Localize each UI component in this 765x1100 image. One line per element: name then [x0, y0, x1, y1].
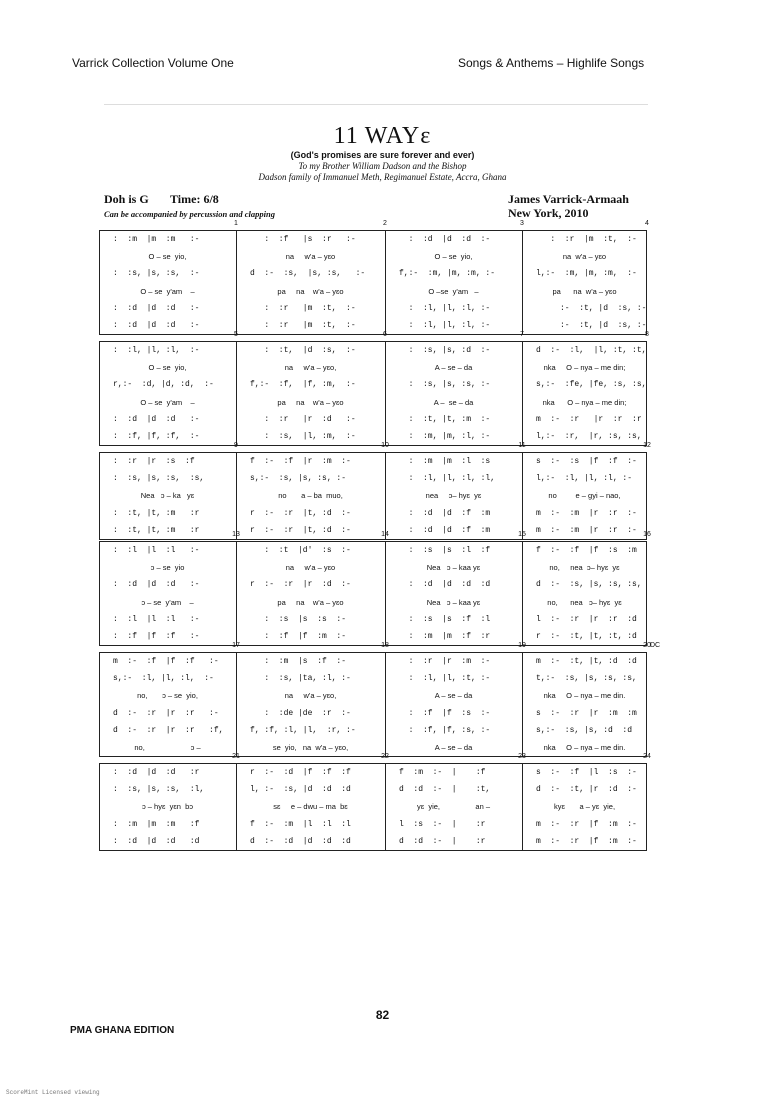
solfa-cell: : :d |d :f :m: [399, 508, 491, 518]
solfa-cell: : :l, |l, :l, :-: [113, 346, 200, 355]
solfa-cell: l, :- :s, |d :d :d: [250, 785, 351, 795]
solfa-cell: f :- :f |f :s :m: [536, 546, 637, 555]
solfa-cell: : :s |s :f :l: [399, 614, 491, 624]
lyric-cell: A – se – da: [434, 691, 473, 701]
voice-row: [99, 542, 647, 559]
solfa-cell: m :- :m |r :r :-: [536, 508, 637, 518]
solfa-cell: : :f, |f, :f, :-: [113, 431, 200, 441]
barline: [385, 542, 386, 645]
barline: [646, 653, 647, 756]
voice-row: [99, 265, 647, 282]
measure-number: 22: [381, 753, 389, 760]
barline: [236, 342, 237, 445]
voice-row: [99, 764, 647, 781]
solfa-cell: d :- :s, |s, :s, :s,: [536, 580, 642, 590]
measure-number: 20: [643, 642, 651, 649]
solfa-cell: : :f |f :m :-: [250, 631, 347, 641]
measure-number: 12: [643, 442, 651, 449]
solfa-cell: : :t, |t, :m :r: [113, 525, 200, 535]
solfa-cell: f,:- :m, |m, :m, :-: [399, 269, 496, 279]
barline: [646, 764, 647, 850]
solfa-cell: : :r |r :d :-: [250, 414, 356, 424]
solfa-cell: : :r |r :s :f: [113, 457, 195, 466]
barline: [99, 453, 100, 539]
dedication-line-2: Dadson family of Immanuel Meth, Regimanuel Estate, Accra, Ghana: [258, 172, 507, 182]
measure-number: 9: [234, 442, 238, 449]
solfa-cell: : :d |d :d :-: [113, 580, 200, 590]
measure-numbers: [99, 642, 661, 652]
measure-number: 10: [381, 442, 389, 449]
solfa-cell: : :m |m :l :s: [399, 457, 491, 466]
barline: [99, 542, 100, 645]
measure-number: 17: [232, 642, 240, 649]
measure-number: 4: [645, 220, 649, 227]
measure-number: 7: [520, 331, 524, 338]
voice-row: [99, 505, 647, 522]
lyric-cell: A – se – da: [434, 363, 473, 373]
barline: [646, 453, 647, 539]
staff-grid: [99, 230, 647, 335]
solfa-cell: : :l, |l, :l, :-: [399, 320, 491, 330]
measure-number: 15: [518, 531, 526, 538]
lyric-cell: Nea ɔ – ka yɛ: [140, 491, 195, 501]
lyric-cell: no a – ba muo,: [278, 491, 343, 501]
lyric-cell: nka O – nya – me din.: [543, 691, 626, 701]
solfa-cell: : :s, |s, :s, :s,: [113, 474, 205, 484]
voice-row: [99, 576, 647, 593]
lyric-cell: A – se – da: [433, 397, 474, 407]
solfa-cell: : :m |m :m :f: [113, 819, 200, 829]
voice-row: [99, 453, 647, 470]
lyric-cell: Nea ɔ – kaa yɛ: [426, 597, 481, 607]
voice-row: [99, 833, 647, 850]
running-header-right: Songs & Anthems – Highlife Songs: [458, 56, 645, 70]
barline: [236, 653, 237, 756]
lyric-cell: no, ɔ –: [134, 742, 201, 752]
song-number: 11: [333, 123, 359, 149]
solfa-cell: : :d |d :d :d: [399, 580, 491, 590]
solfa-cell: : :d |d :d :-: [113, 414, 200, 424]
barline: [236, 764, 237, 850]
solfa-cell: :- :t, |d :s, :-: [536, 303, 647, 313]
solfa-cell: : :l, |l, :l, :l,: [399, 474, 496, 484]
solfa-cell: d :d :- | :t,: [399, 785, 491, 795]
lyric-cell: O – se y'am –: [140, 397, 195, 407]
solfa-cell: m :- :r |r :r :r: [536, 414, 642, 424]
measure-number: 13: [232, 531, 240, 538]
solfa-cell: : :s, |s, :s, :-: [113, 269, 200, 279]
measure-number: 6: [383, 331, 387, 338]
lyric-cell: no, nea ɔ– hyɛ yɛ: [547, 597, 622, 607]
lyric-row: [99, 394, 647, 411]
barline: [236, 231, 237, 334]
solfa-cell: : :d |d :d :-: [113, 303, 200, 313]
measure-number: 16: [643, 531, 651, 538]
accompaniment-note: Can be accompanied by percussion and clapping: [104, 209, 275, 219]
solfa-cell: s,:- :fe, |fe, :s, :s,: [536, 380, 647, 390]
dedication-line-1: To my Brother William Dadson and the Bishop: [298, 161, 467, 171]
lyric-cell: sɛ e – dwu – ma bɛ: [273, 802, 348, 812]
lyric-cell: no, nea ɔ– hyɛ yɛ: [549, 563, 620, 573]
lyric-cell: na w'a – yɛo: [562, 252, 607, 262]
solfa-cell: l,:- :r, |r, :s, :s,: [536, 431, 642, 441]
solfa-cell: s :- :f |l :s :-: [536, 768, 637, 777]
measure-number: 21: [232, 753, 240, 760]
solfa-cell: : :m |s :f :-: [250, 657, 347, 666]
solfa-cell: m :- :m |r :r :-: [536, 525, 637, 535]
lyric-row: [99, 687, 647, 704]
solfa-cell: : :d |d :f :m: [399, 525, 491, 535]
barline: [522, 653, 523, 756]
composition-place-date: New York, 2010: [508, 206, 589, 220]
barline: [385, 764, 386, 850]
voice-row: [99, 342, 647, 359]
voice-row: [99, 411, 647, 428]
solfa-cell: : :r |r :m :-: [399, 657, 491, 666]
solfa-cell: : :s, |l, :m, :-: [250, 431, 356, 441]
solfa-cell: s :- :s |f :f :-: [536, 457, 637, 466]
measure-number: 1: [234, 220, 238, 227]
lyric-row: [99, 798, 647, 815]
solfa-cell: d :- :t, |r :d :-: [536, 785, 637, 795]
solfa-cell: : :l, |l, :l, :-: [399, 303, 491, 313]
solfa-cell: m :- :t, |t, :d :d: [536, 657, 637, 666]
lyric-cell: O –se y'am –: [428, 286, 479, 296]
lyric-cell: nea ɔ– hyɛ yɛ: [425, 491, 482, 501]
barline: [99, 342, 100, 445]
lyric-cell: nka O – nya – me din.: [543, 742, 626, 752]
solfa-cell: t,:- :s, |s, :s, :s,: [536, 674, 637, 684]
barline: [99, 764, 100, 850]
solfa-cell: l :- :r |r :r :d: [536, 614, 637, 624]
song-title: [0, 123, 765, 150]
staff-grid: [99, 452, 647, 540]
solfa-cell: : :d |d :d :d: [113, 836, 200, 846]
header-rule: [104, 104, 648, 105]
lyric-cell: ɔ – se yio: [150, 563, 185, 573]
lyric-cell: pa na w'a – yɛo: [277, 397, 344, 407]
solfa-cell: l,:- :m, |m, :m, :-: [536, 269, 637, 279]
solfa-cell: : :s, |s, :s, :-: [399, 380, 491, 390]
solfa-cell: : :l |l :l :-: [113, 614, 200, 624]
barline: [236, 542, 237, 645]
barline: [646, 342, 647, 445]
barline: [236, 453, 237, 539]
solfa-cell: : :t, |t, :m :r: [113, 508, 200, 518]
solfa-cell: r :- :t, |t, :t, :d: [536, 631, 637, 641]
solfa-cell: : :l, |l, :t, :-: [399, 674, 491, 684]
solfa-cell: s,:- :l, |l, :l, :-: [113, 674, 214, 684]
lyric-row: [99, 248, 647, 265]
voice-row: [99, 781, 647, 798]
voice-row: [99, 816, 647, 833]
solfa-cell: l :s :- | :r: [399, 819, 486, 829]
lyric-cell: no e – gyi – nao,: [548, 491, 621, 501]
solfa-cell: : :d |d :d :-: [399, 235, 491, 244]
page-number: 82: [375, 1008, 390, 1022]
lyric-cell: pa na w'a – yɛo: [277, 597, 344, 607]
song-subtitle: (God's promises are sure forever and ever): [290, 150, 475, 160]
lyric-cell: yɛ yie, an –: [416, 802, 491, 812]
barline: [522, 342, 523, 445]
lyric-cell: pa na w'a – yɛo: [277, 286, 344, 296]
lyric-cell: na w'a – yɛo: [285, 563, 336, 573]
solfa-cell: f :- :m |l :l :l: [250, 819, 351, 829]
song-name: WAYɛ: [364, 123, 432, 149]
lyric-cell: A – se – da: [434, 742, 473, 752]
solfa-cell: : :d |d :d :-: [113, 320, 200, 330]
solfa-cell: m :- :f |f :f :-: [113, 657, 219, 666]
solfa-cell: r,:- :d, |d, :d, :-: [113, 380, 214, 390]
solfa-cell: : :r |m :t, :-: [250, 320, 356, 330]
voice-row: [99, 653, 647, 670]
measure-number: 18: [381, 642, 389, 649]
staff-grid: [99, 763, 647, 851]
da-capo-mark: DC: [649, 642, 661, 649]
lyric-cell: no, ɔ – se yio,: [137, 691, 198, 701]
solfa-cell: d :- :l, |l, :t, :t,: [536, 346, 647, 355]
barline: [99, 653, 100, 756]
barline: [522, 231, 523, 334]
solfa-cell: : :t, |d :s, :-: [250, 346, 356, 355]
lyric-cell: O – se yio,: [434, 252, 473, 262]
solfa-cell: d :- :d |d :d :d: [250, 836, 351, 846]
measure-number: 11: [518, 442, 526, 449]
lyric-cell: ɔ – se y'am –: [141, 597, 194, 607]
solfa-cell: : :s |s :s :-: [250, 614, 347, 624]
voice-row: [99, 231, 647, 248]
staff-grid: [99, 652, 647, 757]
solfa-cell: : :s, |s, :s, :l,: [113, 785, 205, 795]
voice-row: [99, 376, 647, 393]
barline: [385, 453, 386, 539]
voice-row: [99, 722, 647, 739]
composer: James Varrick-Armaah: [508, 192, 629, 206]
solfa-cell: f, :f, :l, |l, :r, :-: [250, 725, 356, 735]
lyric-cell: na w'a – yɛo,: [284, 691, 337, 701]
solfa-cell: : :f |f :s :-: [399, 708, 491, 718]
score-system: [99, 442, 651, 540]
solfa-cell: f :m :- | :f: [399, 768, 486, 777]
lyric-cell: O – se y'am –: [140, 286, 195, 296]
key-signature: Doh is G: [104, 192, 149, 206]
solfa-cell: : :t, |t, :m :-: [399, 414, 491, 424]
solfa-cell: : :r |m :t, :-: [250, 303, 356, 313]
lyric-cell: ɔ – hyɛ yɛn bɔ: [141, 802, 194, 812]
lyric-cell: pa na w'a – yɛo: [552, 286, 617, 296]
score-system: [99, 331, 647, 446]
measure-numbers: [99, 220, 647, 230]
solfa-cell: : :r |m :t, :-: [536, 235, 637, 244]
lyric-cell: O – se yio,: [148, 252, 187, 262]
edition-label: PMA GHANA EDITION: [70, 1025, 175, 1036]
voice-row: [99, 705, 647, 722]
staff-grid: [99, 541, 647, 646]
lyric-cell: na w'a – yɛo: [285, 252, 336, 262]
voice-row: [99, 670, 647, 687]
measure-number: 5: [234, 331, 238, 338]
barline: [99, 231, 100, 334]
lyric-row: [99, 559, 647, 576]
solfa-cell: r :- :r |r :d :-: [250, 580, 351, 590]
barline: [522, 542, 523, 645]
lyric-row: [99, 594, 647, 611]
lyric-cell: na w'a – yɛo,: [284, 363, 337, 373]
lyric-cell: kyɛ a – yɛ yie,: [553, 802, 616, 812]
staff-grid: [99, 341, 647, 446]
solfa-cell: f,:- :f, |f, :m, :-: [250, 380, 356, 390]
measure-number: 8: [645, 331, 649, 338]
measure-numbers: [99, 753, 651, 763]
lyric-cell: nka O – nya – me din;: [542, 397, 627, 407]
time-signature: Time: 6/8: [170, 192, 219, 206]
score-system: [99, 220, 647, 335]
measure-number: 24: [643, 753, 651, 760]
voice-row: [99, 300, 647, 317]
measure-number: 23: [518, 753, 526, 760]
solfa-cell: f :- :f |r :m :-: [250, 457, 351, 466]
solfa-cell: d :- :r |r :r :f,: [113, 725, 224, 735]
lyric-cell: O – se yio,: [148, 363, 187, 373]
lyric-cell: se yio, na w'a – yɛo,: [272, 742, 349, 752]
measure-number: 2: [383, 220, 387, 227]
lyric-row: [99, 359, 647, 376]
solfa-cell: : :f, |f, :s, :-: [399, 725, 491, 735]
solfa-cell: s,:- :s, |s, :s, :-: [250, 474, 347, 484]
solfa-cell: d :- :s, |s, :s, :-: [250, 269, 366, 279]
lyric-cell: nka O – nya – me din;: [543, 363, 626, 373]
solfa-cell: : :t |d' :s :-: [250, 546, 351, 555]
solfa-cell: s :- :r |r :m :m: [536, 708, 637, 718]
barline: [385, 342, 386, 445]
solfa-cell: l,:- :l, |l, :l, :-: [536, 474, 633, 484]
solfa-cell: : :s, |s, :d :-: [399, 346, 491, 355]
solfa-cell: : :f |s :r :-: [250, 235, 356, 244]
barline: [522, 764, 523, 850]
voice-row: [99, 470, 647, 487]
solfa-cell: : :m |m :f :r: [399, 631, 491, 641]
measure-numbers: [99, 531, 651, 541]
barline: [522, 453, 523, 539]
solfa-cell: : :s, |ta, :l, :-: [250, 674, 351, 684]
solfa-cell: :- :t, |d :s, :-: [536, 320, 647, 330]
barline: [385, 231, 386, 334]
solfa-cell: : :m, |m, :l, :-: [399, 431, 491, 441]
voice-row: [99, 611, 647, 628]
lyric-row: [99, 487, 647, 504]
solfa-cell: : :f |f :f :-: [113, 631, 200, 641]
solfa-cell: : :m |m :m :-: [113, 235, 200, 244]
solfa-cell: s,:- :s, |s, :d :d: [536, 725, 633, 735]
measure-number: 14: [381, 531, 389, 538]
barline: [385, 653, 386, 756]
barline: [646, 231, 647, 334]
solfa-cell: : :de |de :r :-: [250, 708, 351, 718]
solfa-cell: d :- :r |r :r :-: [113, 708, 219, 718]
lyric-row: [99, 283, 647, 300]
solfa-cell: m :- :r |f :m :-: [536, 819, 637, 829]
solfa-cell: : :l |l :l :-: [113, 546, 200, 555]
solfa-cell: r :- :r |t, :d :-: [250, 508, 351, 518]
score-system: [99, 753, 651, 851]
footer-note: ScoreMint Licensed viewing: [6, 1089, 100, 1096]
running-header-left: Varrick Collection Volume One: [72, 56, 234, 70]
measure-numbers: [99, 331, 647, 341]
measure-numbers: [99, 442, 651, 452]
solfa-cell: r :- :d |f :f :f: [250, 768, 351, 777]
solfa-cell: : :s |s :l :f: [399, 546, 491, 555]
solfa-cell: d :d :- | :r: [399, 836, 486, 846]
solfa-cell: m :- :r |f :m :-: [536, 836, 637, 846]
measure-number: 3: [520, 220, 524, 227]
solfa-cell: r :- :r |t, :d :-: [250, 525, 351, 535]
lyric-cell: Nea ɔ – kaa yɛ: [426, 563, 481, 573]
solfa-cell: : :d |d :d :r: [113, 768, 200, 777]
barline: [646, 542, 647, 645]
measure-number: 19: [518, 642, 526, 649]
